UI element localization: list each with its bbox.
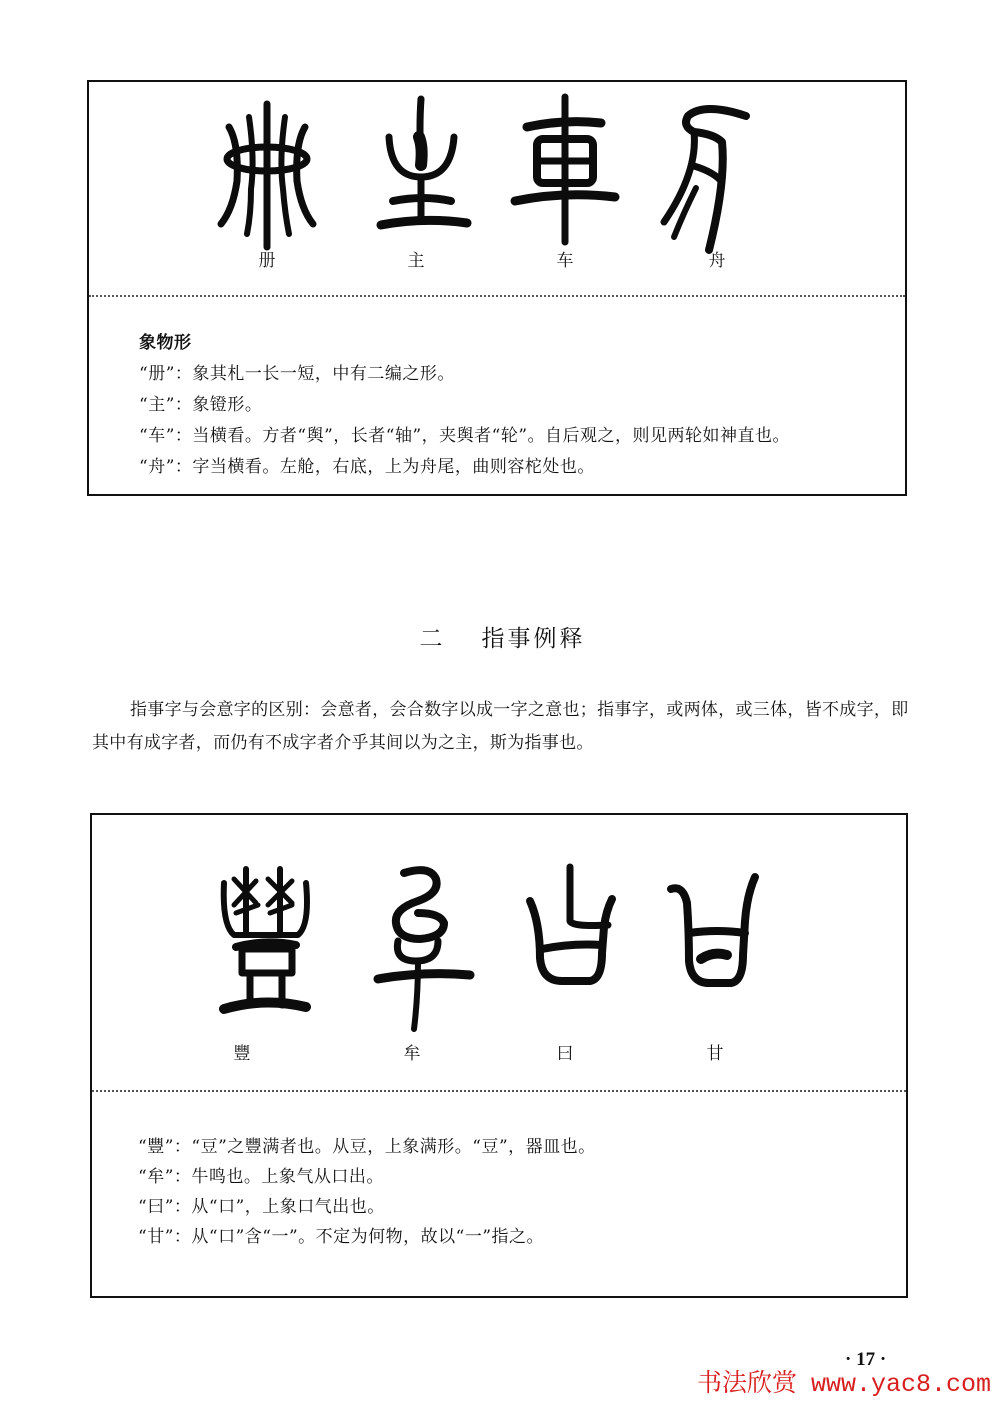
seal-label: 主 (407, 251, 425, 271)
seal-feng-glyph (220, 865, 310, 1017)
seal-label: 牟 (403, 1044, 421, 1064)
explanation-line: “牟”：牛鸣也。上象气从口出。 (138, 1167, 384, 1187)
section-number: 二 (419, 626, 446, 652)
seal-label: 舟 (708, 251, 726, 271)
example-box-pictographs (87, 80, 907, 496)
explanation-line: “车”：当横看。方者“舆”，长者“轴”，夹舆者“轮”。自后观之，则见两轮如神直也。 (139, 426, 791, 446)
dotted-divider (92, 1090, 906, 1092)
explanation-line: “豐”：“豆”之豐满者也。从豆，上象满形。“豆”，器皿也。 (138, 1137, 596, 1157)
seal-ce-glyph (217, 99, 317, 239)
explanation-line: “曰”：从“口”，上象口气出也。 (138, 1197, 385, 1217)
explanation-line: “册”：象其札一长一短，中有二编之形。 (139, 364, 455, 384)
subheading: 象物形 (139, 333, 192, 353)
seal-yue-glyph (522, 863, 618, 989)
example-box-indicatives (90, 813, 908, 1298)
explanation-text (138, 1132, 596, 1252)
seal-label: 豐 (233, 1044, 251, 1064)
watermark (697, 1363, 991, 1399)
page-number: · 17 · (845, 1349, 887, 1370)
seal-label: 车 (556, 251, 574, 271)
watermark-url: www.yac8.com (811, 1370, 992, 1399)
section-title (0, 620, 1005, 653)
intro-paragraph (92, 694, 912, 760)
explanation-line: “主”：象镫形。 (139, 395, 263, 415)
seal-che-glyph (509, 97, 619, 242)
seal-label: 甘 (706, 1044, 724, 1064)
seal-zhou-glyph (654, 102, 754, 252)
seal-zhu-glyph (379, 97, 469, 237)
section-heading: 指事例释 (481, 626, 586, 652)
seal-mou-glyph (374, 867, 474, 1032)
explanation-line: “舟”：字当横看。左舱，右底，上为舟尾，曲则容柁处也。 (139, 457, 595, 477)
dotted-divider (89, 295, 905, 297)
explanation-text (139, 328, 790, 483)
explanation-line: “甘”：从“口”含“一”。不定为何物，故以“一”指之。 (138, 1227, 545, 1247)
seal-gan-glyph (667, 871, 757, 991)
seal-label: 册 (258, 251, 276, 271)
watermark-text: 书法欣赏 (697, 1368, 798, 1397)
intro-paragraph-text: 指事字与会意字的区别：会意者，会合数字以成一字之意也；指事字，或两体，或三体，皆不成字，即其中有成字者，而仍有不成字者介乎其间以为之主，斯为指事也。 (92, 700, 909, 753)
seal-label: 曰 (556, 1044, 574, 1064)
